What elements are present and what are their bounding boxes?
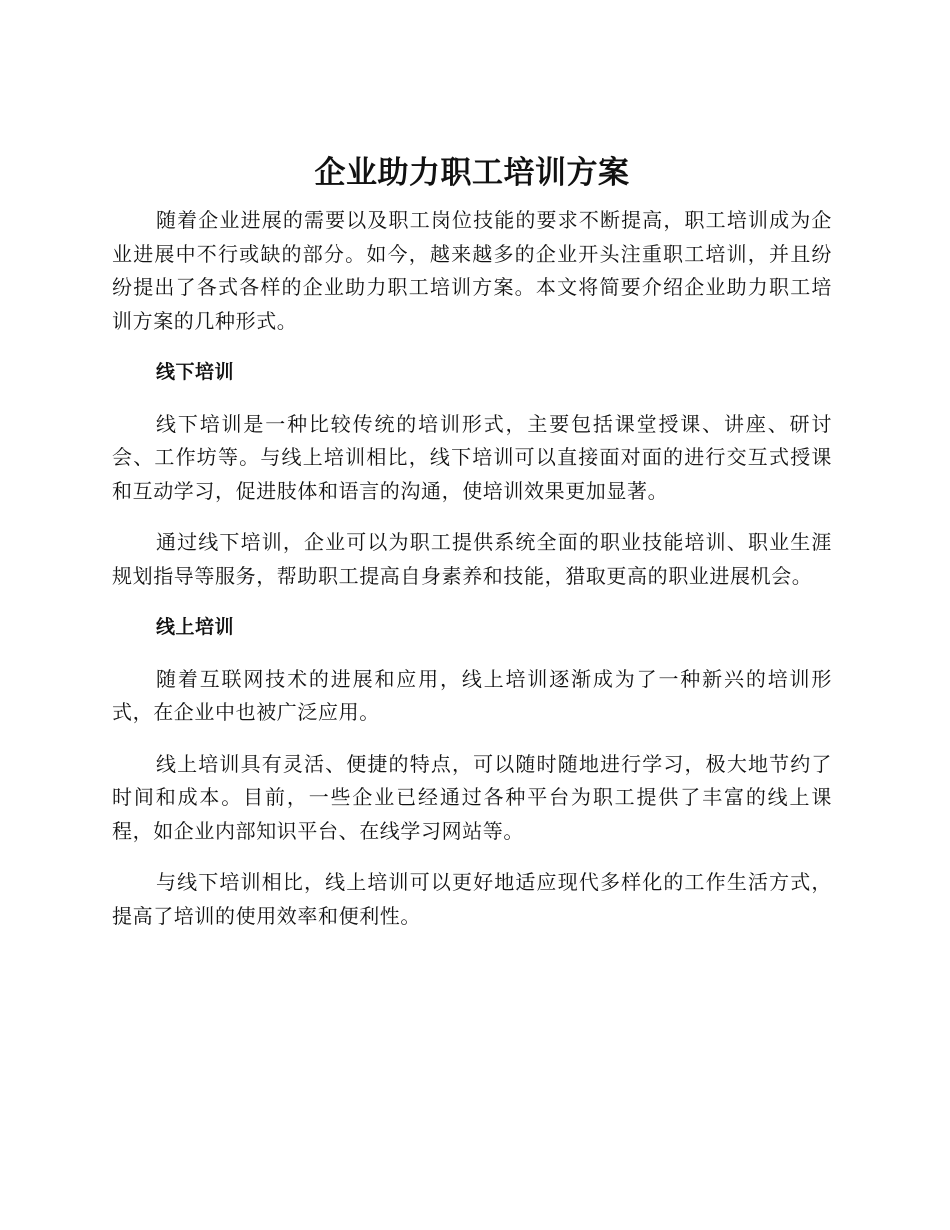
paragraph: 与线下培训相比，线上培训可以更好地适应现代多样化的工作生活方式，提高了培训的使用效率和便利性。 (112, 870, 832, 928)
paragraph: 线下培训是一种比较传统的培训形式，主要包括课堂授课、讲座、研讨会、工作坊等。与线上培训相比，线下培训可以直接面对面的进行交互式授课和互动学习，促进肢体和语言的沟通，使培训效果更加显著。 (112, 411, 832, 503)
section-online-training (112, 611, 832, 933)
intro-paragraph: 随着企业进展的需要以及职工岗位技能的要求不断提高，职工培训成为企业进展中不行或缺的部分。如今，越来越多的企业开头注重职工培训，并且纷纷提出了各式各样的企业助力职工培训方案。本文将简要介绍企业助力职工培训方案的几种形式。 (112, 208, 832, 333)
section-heading-online: 线上培训 (156, 616, 235, 638)
document-title: 企业助力职工培训方案 (314, 155, 630, 191)
paragraph: 线上培训具有灵活、便捷的特点，可以随时随地进行学习，极大地节约了时间和成本。目前，一些企业已经通过各种平台为职工提供了丰富的线上课程，如企业内部知识平台、在线学习网站等。 (112, 751, 832, 843)
document-page (112, 148, 832, 951)
section-heading-offline: 线下培训 (156, 361, 235, 383)
section-offline-training (112, 356, 832, 593)
paragraph: 随着互联网技术的进展和应用，线上培训逐渐成为了一种新兴的培训形式，在企业中也被广泛应用。 (112, 666, 832, 724)
paragraph: 通过线下培训，企业可以为职工提供系统全面的职业技能培训、职业生涯规划指导等服务，帮助职工提高自身素养和技能，猎取更高的职业进展机会。 (112, 530, 832, 588)
